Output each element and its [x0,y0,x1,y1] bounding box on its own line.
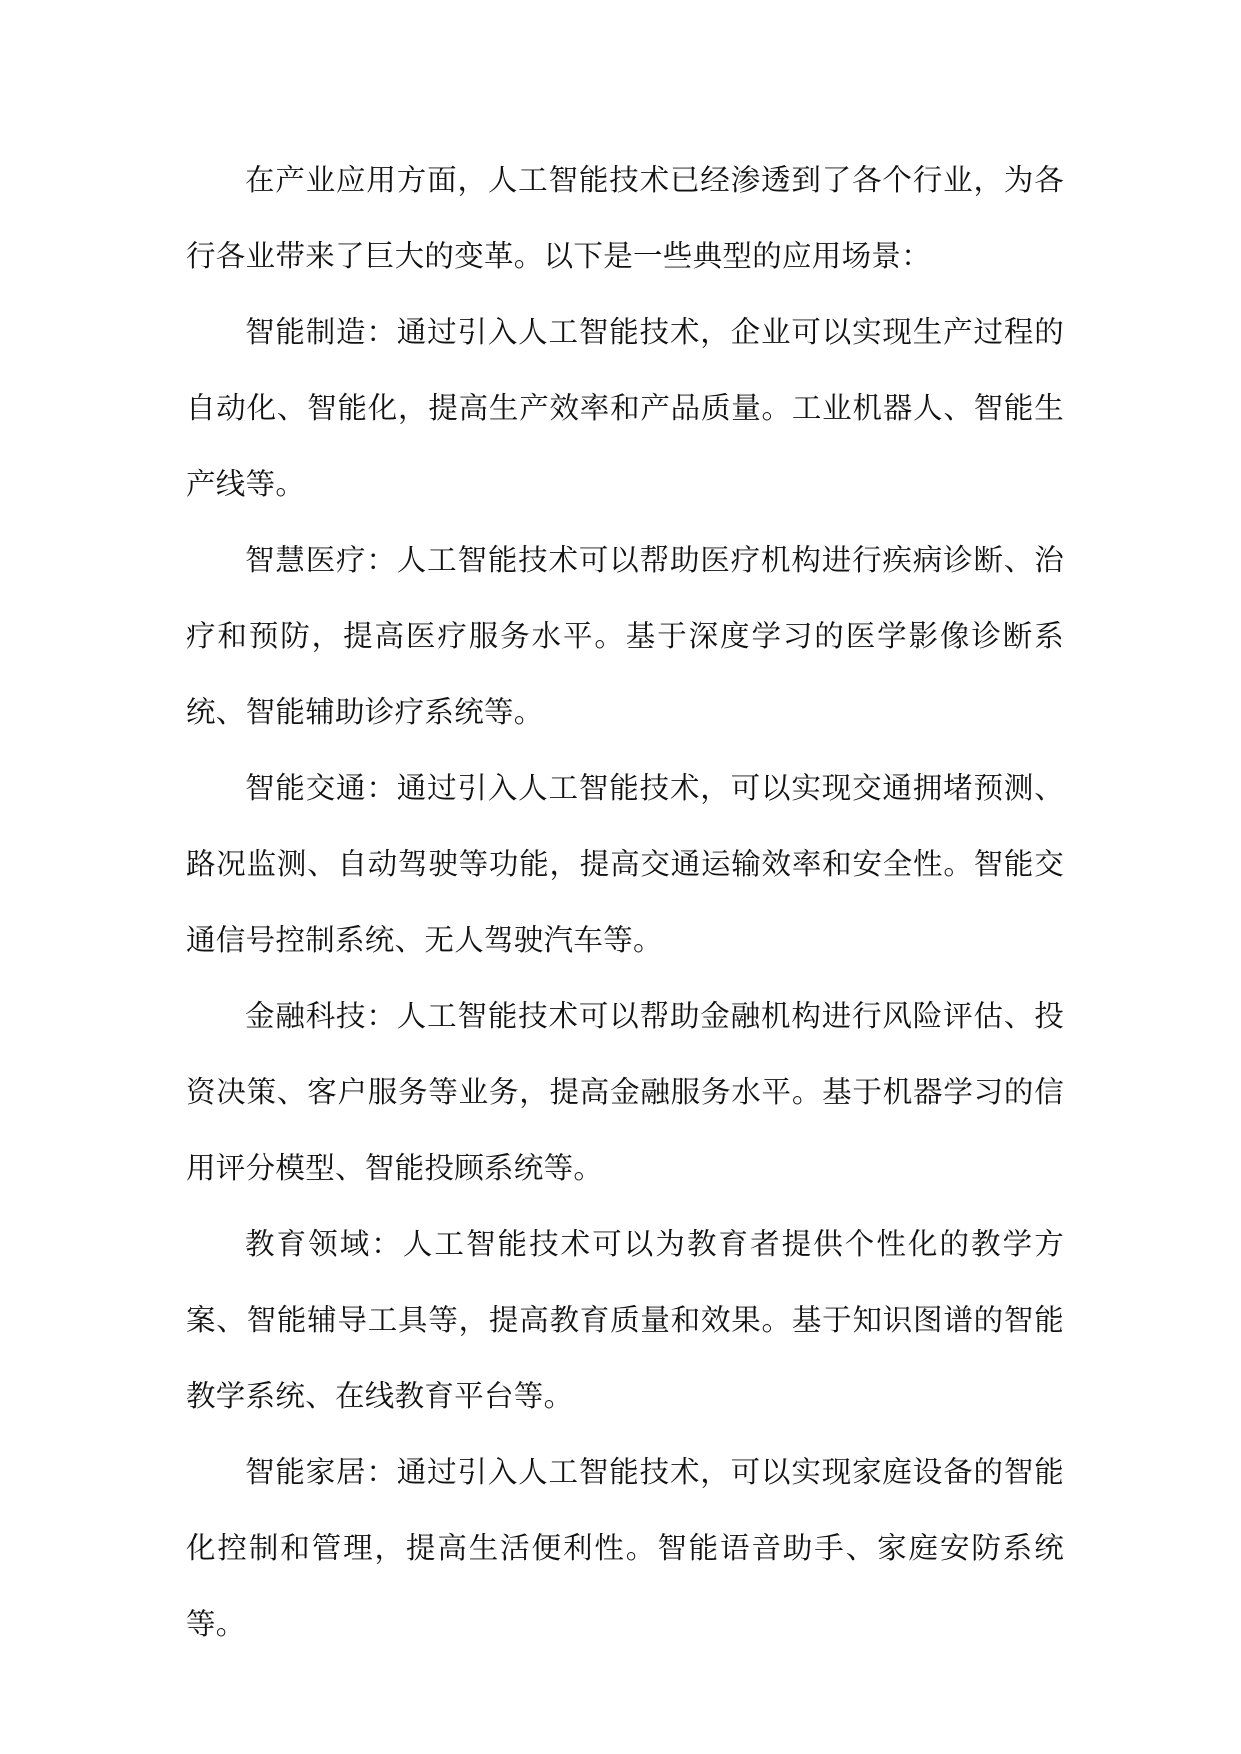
paragraph-smart-healthcare: 智慧医疗：人工智能技术可以帮助医疗机构进行疾病诊断、治疗和预防，提高医疗服务水平。基于深度学习的医学影像诊断系统、智能辅助诊疗系统等。 [186,543,1064,729]
paragraph-smart-transportation: 智能交通：通过引入人工智能技术，可以实现交通拥堵预测、路况监测、自动驾驶等功能，提高交通运输效率和安全性。智能交通信号控制系统、无人驾驶汽车等。 [186,771,1064,957]
paragraph-fintech: 金融科技：人工智能技术可以帮助金融机构进行风险评估、投资决策、客户服务等业务，提高金融服务水平。基于机器学习的信用评分模型、智能投顾系统等。 [186,999,1064,1185]
paragraph-education: 教育领域：人工智能技术可以为教育者提供个性化的教学方案、智能辅导工具等，提高教育质量和效果。基于知识图谱的智能教学系统、在线教育平台等。 [186,1227,1064,1413]
paragraph-smart-home: 智能家居：通过引入人工智能技术，可以实现家庭设备的智能化控制和管理，提高生活便利性。智能语音助手、家庭安防系统等。 [186,1455,1064,1641]
paragraph-intro: 在产业应用方面，人工智能技术已经渗透到了各个行业，为各行各业带来了巨大的变革。以下是一些典型的应用场景： [186,163,1064,273]
document-body [186,142,1064,1662]
paragraph-smart-manufacturing: 智能制造：通过引入人工智能技术，企业可以实现生产过程的自动化、智能化，提高生产效率和产品质量。工业机器人、智能生产线等。 [186,315,1064,501]
